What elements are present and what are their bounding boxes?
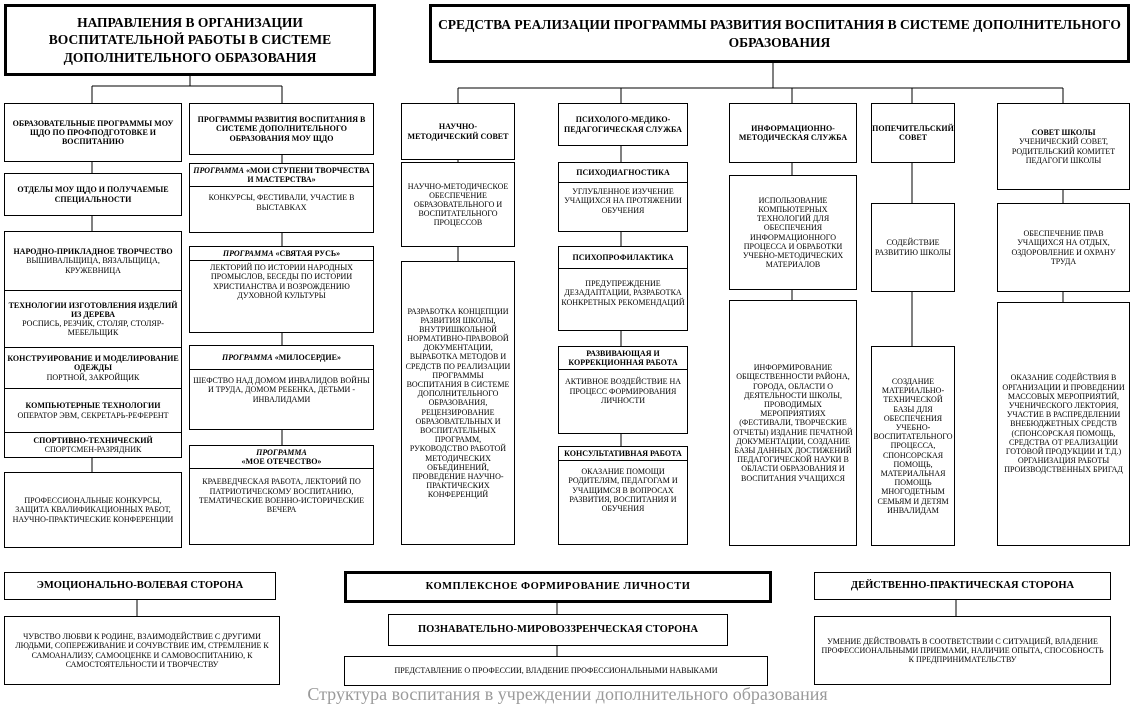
col1-contests-box: [4, 472, 182, 548]
practical-side-text: УМЕНИЕ ДЕЙСТВОВАТЬ В СООТВЕТСТВИИ С СИТУАЦИЕЙ, ВЛАДЕНИЕ ПРОФЕССИОНАЛЬНЫМИ ПРИЕМАМИ, НАЛИЧИЕ ОПЫТА, СПОСОБНОСТЬ К ПРЕДПРИНИМАТЕЛЬСТВУ: [821, 636, 1104, 665]
program-fatherland-box: [189, 445, 374, 545]
col7-rights-box: [997, 203, 1130, 292]
col1-head-text: ОБРАЗОВАТЕЛЬНЫЕ ПРОГРАММЫ МОУ ЩДО ПО ПРОФПОДГОТОВКЕ И ВОСПИТАНИЮ: [12, 118, 174, 147]
col1-specialties-box: [4, 231, 182, 458]
psychoprophylaxis-title: ПСИХОПРОФИЛАКТИКА: [559, 247, 687, 269]
specialty-woodwork: [5, 291, 181, 348]
developmental-work-box: [558, 346, 688, 434]
specialty-computer: [5, 389, 181, 433]
program-fatherland-title: [190, 446, 373, 469]
program-mercy-name: «МИЛОСЕРДИЕ»: [274, 353, 341, 362]
program-steps-word: ПРОГРАММА: [193, 166, 244, 175]
header-means-box: [429, 4, 1130, 63]
col5-computer-tech-text: ИСПОЛЬЗОВАНИЕ КОМПЬЮТЕРНЫХ ТЕХНОЛОГИЙ ДЛЯ ОБЕСПЕЧЕНИЯ ИНФОРМАЦИОННОГО ПРОЦЕССА И ОБРАБОТКИ УЧЕБНО-МЕТОДИЧЕСКИХ МАТЕРИАЛОВ: [742, 195, 844, 270]
program-steps-name: «МОИ СТУПЕНИ ТВОРЧЕСТВА И МАСТЕРСТВА»: [246, 166, 370, 185]
emotional-side-title: ЭМОЦИОНАЛЬНО-ВОЛЕВАЯ СТОРОНА: [36, 579, 244, 591]
cognitive-side-text: ПРЕДСТАВЛЕНИЕ О ПРОФЕССИИ, ВЛАДЕНИЕ ПРОФЕССИОНАЛЬНЫМИ НАВЫКАМИ: [394, 666, 718, 676]
program-holy-rus-word: ПРОГРАММА: [222, 249, 274, 258]
consultative-work-title: КОНСУЛЬТАТИВНАЯ РАБОТА: [559, 447, 687, 461]
col7-head-bold: СОВЕТ ШКОЛЫ: [1031, 128, 1096, 138]
practical-side-title: ДЕЙСТВЕННО-ПРАКТИЧЕСКАЯ СТОРОНА: [850, 579, 1075, 591]
col1-contests-text: ПРОФЕССИОНАЛЬНЫЕ КОНКУРСЫ, ЗАЩИТА КВАЛИФИКАЦИОННЫХ РАБОТ, НАУЧНО-ПРАКТИЧЕСКИЕ КОНФЕРЕНЦИИ: [12, 496, 174, 524]
emotional-side-text-box: [4, 616, 280, 685]
cognitive-side-box: [388, 614, 728, 646]
consultative-work-box: [558, 446, 688, 545]
col7-head-box: [997, 103, 1130, 190]
specialty-sport-title: СПОРТИВНО-ТЕХНИЧЕСКИЙ: [33, 435, 153, 445]
col5-informing-text: ИНФОРМИРОВАНИЕ ОБЩЕСТВЕННОСТИ РАЙОНА, ГОРОДА, ОБЛАСТИ О ДЕЯТЕЛЬНОСТИ ШКОЛЫ, ПРОВОДИМЫХ МЕРОПРИЯТИЯХ (ФЕСТИВАЛИ, ТВОРЧЕСКИЕ ОТЧЕТЫ) ИЗДАНИЕ ПЕЧАТНОЙ ДОКУМЕНТАЦИИ, СОЗДАНИЕ БАЗЫ ДАННЫХ ДОСТИЖЕНИЙ ПЕДАГОГИЧЕСКОЙ НАУКИ В ОБЛАСТИ ОБРАЗОВАНИЯ И ВОСПИТАНИЯ УЧАЩИХСЯ: [733, 363, 853, 483]
program-holy-rus-text: ЛЕКТОРИЙ ПО ИСТОРИИ НАРОДНЫХ ПРОМЫСЛОВ, БЕСЕДЫ ПО ИСТОРИИ ХРИСТИАНСТВА И ВОЗРОЖДЕНИЮ ДУХОВНОЙ КУЛЬТУРЫ: [210, 263, 353, 300]
program-mercy-title: [190, 346, 373, 370]
col2-head-box: [189, 103, 374, 155]
col3-head-text: НАУЧНО-МЕТОДИЧЕСКИЙ СОВЕТ: [407, 122, 509, 141]
col4-head-text: ПСИХОЛОГО-МЕДИКО-ПЕДАГОГИЧЕСКАЯ СЛУЖБА: [564, 115, 682, 134]
psychodiagnostics-title: ПСИХОДИАГНОСТИКА: [559, 163, 687, 183]
specialty-folk-craft-title: НАРОДНО-ПРИКЛАДНОЕ ТВОРЧЕСТВО: [13, 247, 173, 257]
diagram-caption: Структура воспитания в учреждении дополнительного образования: [307, 684, 828, 704]
col5-computer-tech-box: [729, 175, 857, 290]
program-mercy-word: ПРОГРАММА: [222, 353, 273, 362]
col5-head-box: [729, 103, 857, 163]
specialty-sport-text: СПОРТСМЕН-РАЗРЯДНИК: [44, 445, 142, 454]
emotional-side-box: [4, 572, 276, 600]
program-fatherland-name: «МОЕ ОТЕЧЕСТВО»: [241, 457, 322, 467]
col1-departments-text: ОТДЕЛЫ МОУ ЩДО И ПОЛУЧАЕМЫЕ СПЕЦИАЛЬНОСТИ: [17, 185, 169, 204]
col7-assistance-text: ОКАЗАНИЕ СОДЕЙСТВИЯ В ОРГАНИЗАЦИИ И ПРОВЕДЕНИИ МАССОВЫХ МЕРОПРИЯТИЙ, УЧЕНИЧЕСКОГО ЛЕКТОРИЯ, УЧАСТИЕ В РАСПРЕДЕЛЕНИИ ВНЕБЮДЖЕТНЫХ СРЕДСТВ (СПОНСОРСКАЯ ПОМОЩЬ, СРЕДСТВА ОТ РЕАЛИЗАЦИИ ГОТОВОЙ ПРОДУКЦИИ И Т.Д.) ОРГАНИЗАЦИЯ РАБОТЫ ПРОИЗВОДСТВЕННЫХ БРИГАД: [1002, 373, 1125, 475]
psychodiagnostics-box: [558, 162, 688, 232]
program-mercy-text: ШЕФСТВО НАД ДОМОМ ИНВАЛИДОВ ВОЙНЫ И ТРУДА, ДОМОМ РЕБЕНКА, ДЕТЬМИ - ИНВАЛИДАМИ: [193, 376, 370, 404]
program-fatherland-text: КРАЕВЕДЧЕСКАЯ РАБОТА, ЛЕКТОРИЙ ПО ПАТРИОТИЧЕСКОМУ ВОСПИТАНИЮ, ТЕМАТИЧЕСКИЕ ВОЕННО-ИСТОРИЧЕСКИЕ ВЕЧЕРА: [198, 477, 365, 514]
col5-head-text: ИНФОРМАЦИОННО-МЕТОДИЧЕСКАЯ СЛУЖБА: [738, 123, 848, 142]
specialty-folk-craft: [5, 232, 181, 291]
col7-assistance-box: [997, 302, 1130, 546]
col6-head-text: ПОПЕЧИТЕЛЬСКИЙ СОВЕТ: [872, 123, 954, 142]
program-steps-title: [190, 164, 373, 187]
specialty-folk-craft-text: ВЫШИВАЛЬЩИЦА, ВЯЗАЛЬЩИЦА, КРУЖЕВНИЦА: [26, 256, 160, 275]
header-means-title: СРЕДСТВА РЕАЛИЗАЦИИ ПРОГРАММЫ РАЗВИТИЯ ВОСПИТАНИЯ В СИСТЕМЕ ДОПОЛНИТЕЛЬНОГО ОБРАЗОВАНИЯ: [438, 16, 1121, 50]
program-steps-text: КОНКУРСЫ, ФЕСТИВАЛИ, УЧАСТИЕ В ВЫСТАВКАХ: [208, 193, 355, 212]
complex-formation-box: [344, 571, 772, 603]
program-holy-rus-name: «СВЯТАЯ РУСЬ»: [275, 249, 341, 258]
col3-concept-text: РАЗРАБОТКА КОНЦЕПЦИИ РАЗВИТИЯ ШКОЛЫ, ВНУТРИШКОЛЬНОЙ НОРМАТИВНО-ПРАВОВОЙ ДОКУМЕНТАЦИИ, ВЫРАБОТКА МЕТОДОВ И СРЕДСТВ ПО РЕАЛИЗАЦИИ ПРОГРАММЫ ВОСПИТАНИЯ В СИСТЕМЕ ДОПОЛНИТЕЛЬНОГО ОБРАЗОВАНИЯ, РЕЦЕНЗИРОВАНИЕ ОБРАЗОВАТЕЛЬНЫХ И ВОСПИТАТЕЛЬНЫХ ПРОГРАММ, РУКОВОДСТВО РАБОТОЙ МЕТОДИЧЕСКИХ ОБЪЕДИНЕНИЙ, ПРОВЕДЕНИЕ НАУЧНО-ПРАКТИЧЕСКИХ КОНФЕРЕНЦИЙ: [405, 306, 511, 500]
col3-methodical-support-text: НАУЧНО-МЕТОДИЧЕСКОЕ ОБЕСПЕЧЕНИЕ ОБРАЗОВАТЕЛЬНОГО И ВОСПИТАТЕЛЬНОГО ПРОЦЕССОВ: [407, 181, 509, 228]
specialty-clothing-text: ПОРТНОЙ, ЗАКРОЙЩИК: [46, 372, 140, 382]
cognitive-side-title: ПОЗНАВАТЕЛЬНО-МИРОВОЗЗРЕНЧЕСКАЯ СТОРОНА: [417, 623, 699, 635]
specialty-woodwork-title: ТЕХНОЛОГИИ ИЗГОТОВЛЕНИЯ ИЗДЕЛИЙ ИЗ ДЕРЕВА: [8, 300, 178, 319]
col6-material-base-box: [871, 346, 955, 546]
program-fatherland-word: ПРОГРАММА: [256, 448, 307, 457]
col5-informing-box: [729, 300, 857, 546]
col3-head-box: [401, 103, 515, 160]
col3-methodical-support-box: [401, 162, 515, 247]
specialty-sport: [5, 433, 181, 457]
psychodiagnostics-text: УГЛУБЛЕННОЕ ИЗУЧЕНИЕ УЧАЩИХСЯ НА ПРОТЯЖЕНИИ ОБУЧЕНИЯ: [564, 187, 682, 215]
col6-material-base-text: СОЗДАНИЕ МАТЕРИАЛЬНО-ТЕХНИЧЕСКОЙ БАЗЫ ДЛЯ ОБЕСПЕЧЕНИЯ УЧЕБНО-ВОСПИТАТЕЛЬНОГО ПРОЦЕССА, СПОНСОРСКАЯ ПОМОЩЬ, МАТЕРИАЛЬНАЯ ПОМОЩЬ МНОГОДЕТНЫМ СЕМЬЯМ И ДЕТЯМ ИНВАЛИДАМ: [873, 377, 953, 515]
col7-head-rest: УЧЕНИЧЕСКИЙ СОВЕТ, РОДИТЕЛЬСКИЙ КОМИТЕТ ПЕДАГОГИ ШКОЛЫ: [1011, 137, 1116, 165]
col2-head-text: ПРОГРАММЫ РАЗВИТИЯ ВОСПИТАНИЯ В СИСТЕМЕ ДОПОЛНИТЕЛЬНОГО ОБРАЗОВАНИЯ МОУ ЩДО: [197, 115, 366, 143]
col4-head-box: [558, 103, 688, 146]
consultative-work-text: ОКАЗАНИЕ ПОМОЩИ РОДИТЕЛЯМ, ПЕДАГОГАМ И УЧАЩИМСЯ В ВОПРОСАХ РАЗВИТИЯ, ВОСПИТАНИЯ И ОБУЧЕНИЯ: [568, 467, 678, 513]
specialty-woodwork-text: РОСПИСЬ, РЕЗЧИК, СТОЛЯР, СТОЛЯР-МЕБЕЛЬЩИК: [22, 319, 164, 338]
cognitive-side-text-box: [344, 656, 768, 686]
emotional-side-text: ЧУВСТВО ЛЮБВИ К РОДИНЕ, ВЗАИМОДЕЙСТВИЕ С ДРУГИМИ ЛЮДЬМИ, СОПЕРЕЖИВАНИЕ И СОЧУВСТВИЕ ИМ, СТРЕМЛЕНИЕ К САМОАНАЛИЗУ, САМООЦЕНКЕ И САМОВОСПИТАНИЮ, К САМОСТОЯТЕЛЬНОСТИ И ТВОРЧЕСТВУ: [15, 632, 269, 669]
col1-departments-box: [4, 173, 182, 216]
program-mercy-box: [189, 345, 374, 430]
program-steps-box: [189, 163, 374, 233]
developmental-work-title: РАЗВИВАЮЩАЯ И КОРРЕКЦИОННАЯ РАБОТА: [559, 347, 687, 370]
header-directions-title: НАПРАВЛЕНИЯ В ОРГАНИЗАЦИИ ВОСПИТАТЕЛЬНОЙ РАБОТЫ В СИСТЕМЕ ДОПОЛНИТЕЛЬНОГО ОБРАЗОВАНИЯ: [48, 14, 332, 65]
col6-support-text: СОДЕЙСТВИЕ РАЗВИТИЮ ШКОЛЫ: [875, 238, 951, 257]
specialty-computer-text: ОПЕРАТОР ЭВМ, СЕКРЕТАРЬ-РЕФЕРЕНТ: [17, 410, 169, 420]
col7-rights-text: ОБЕСПЕЧЕНИЕ ПРАВ УЧАЩИХСЯ НА ОТДЫХ, ОЗДОРОВЛЕНИЕ И ОХРАНУ ТРУДА: [1011, 229, 1116, 266]
col3-concept-box: [401, 261, 515, 545]
specialty-clothing: [5, 348, 181, 389]
complex-formation-title: КОМПЛЕКСНОЕ ФОРМИРОВАНИЕ ЛИЧНОСТИ: [425, 580, 691, 592]
specialty-clothing-title: КОНСТРУИРОВАНИЕ И МОДЕЛИРОВАНИЕ ОДЕЖДЫ: [7, 354, 179, 373]
practical-side-text-box: [814, 616, 1111, 685]
practical-side-box: [814, 572, 1111, 600]
program-holy-rus-box: [189, 246, 374, 333]
col1-head-box: [4, 103, 182, 162]
psychoprophylaxis-text: ПРЕДУПРЕЖДЕНИЕ ДЕЗАДАПТАЦИИ, РАЗРАБОТКА КОНКРЕТНЫХ РЕКОМЕНДАЦИЙ: [561, 279, 685, 307]
col6-head-box: [871, 103, 955, 163]
specialty-computer-title: КОМПЬЮТЕРНЫЕ ТЕХНОЛОГИИ: [25, 401, 161, 411]
program-holy-rus-title: [190, 247, 373, 261]
col6-support-box: [871, 203, 955, 292]
header-directions-box: [4, 4, 376, 76]
developmental-work-text: АКТИВНОЕ ВОЗДЕЙСТВИЕ НА ПРОЦЕСС ФОРМИРОВАНИЯ ЛИЧНОСТИ: [564, 377, 682, 405]
psychoprophylaxis-box: [558, 246, 688, 331]
